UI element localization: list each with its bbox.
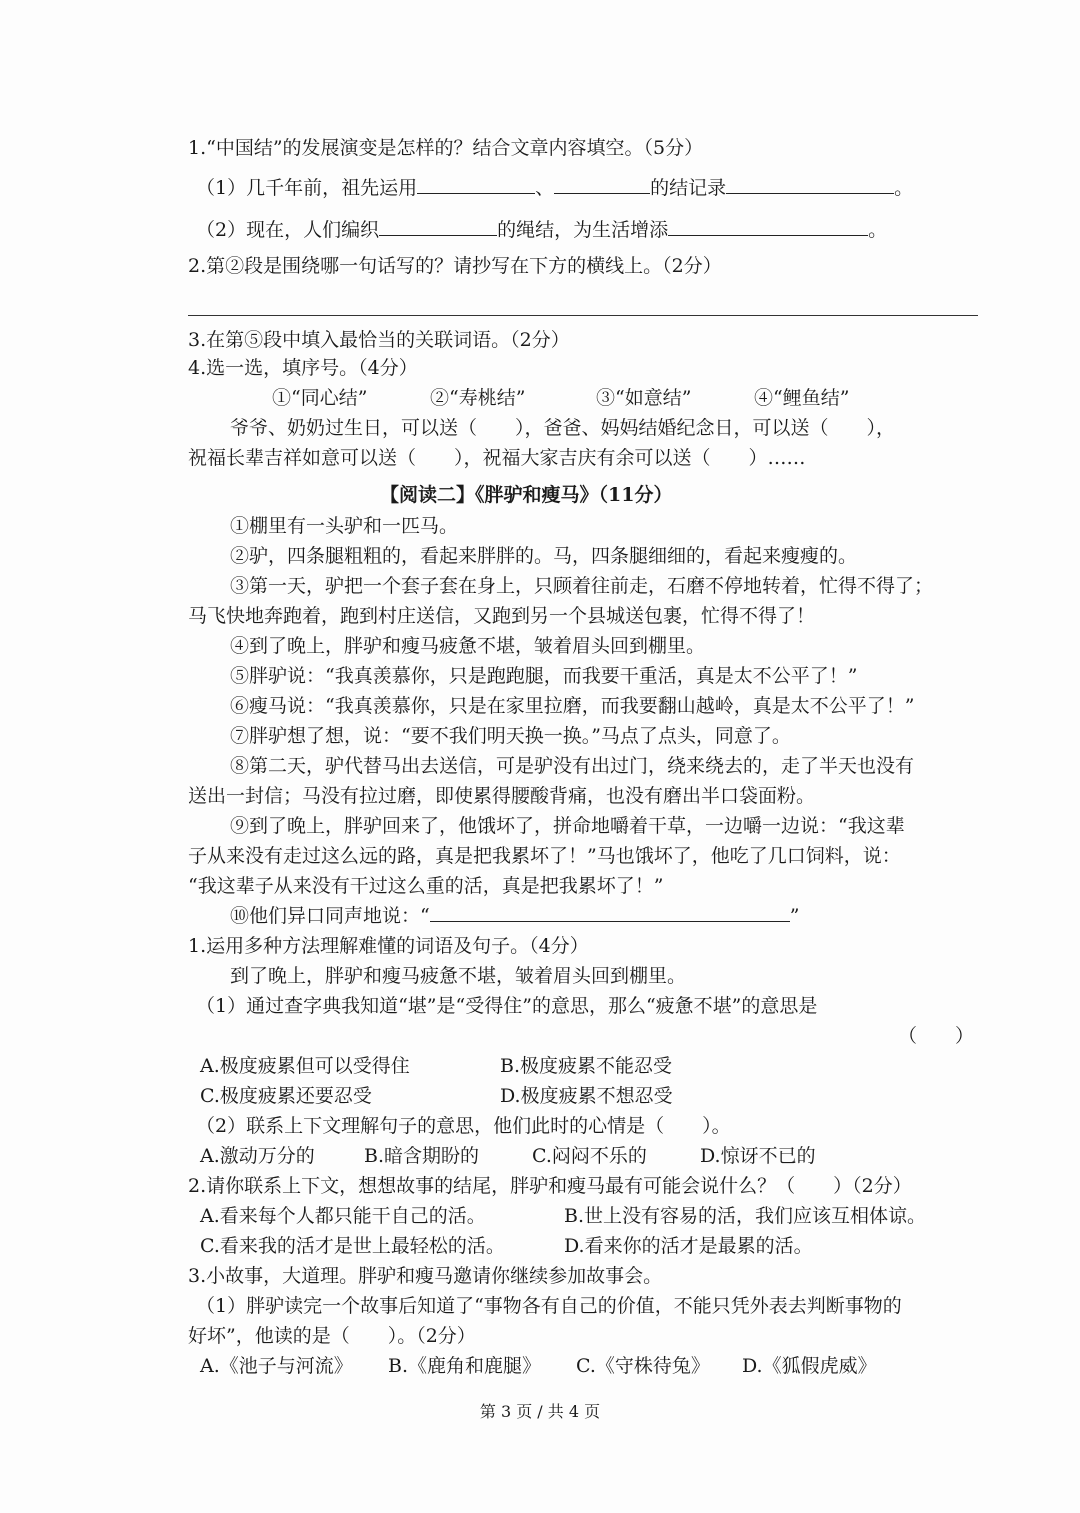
choice-a: A.极度疲累但可以受得住 (200, 1055, 410, 1077)
choice-b: B.《鹿角和鹿腿》 (388, 1355, 542, 1377)
choice-d: D.《狐假虎威》 (742, 1355, 877, 1377)
option-4: ④“鲤鱼结” (754, 387, 850, 409)
paragraph: ⑨到了晚上，胖驴回来了，他饿坏了，拼命地嚼着干草，一边嚼一边说：“我这辈 (230, 815, 905, 837)
text: 。 (868, 219, 888, 241)
option-1: ①“同心结” (272, 387, 368, 409)
answer-line[interactable] (188, 315, 978, 316)
paragraph: 送出一封信；马没有拉过磨，即使累得腰酸背痛，也没有磨出半口袋面粉。 (188, 785, 816, 807)
question-1-sub-2 (196, 216, 887, 244)
question-3-title: 3.在第⑤段中填入最恰当的关联词语。（2分） (188, 329, 570, 351)
answer-blank[interactable] (554, 175, 650, 194)
question-title: 2.请你联系上下文，想想故事的结尾，胖驴和瘦马最有可能会说什么？（ ）（2分） (188, 1175, 912, 1197)
question-title: 1.运用多种方法理解难懂的词语及句子。（4分） (188, 935, 589, 957)
choice-c: C.闷闷不乐的 (532, 1145, 647, 1167)
choice-b: B.暗含期盼的 (364, 1145, 480, 1167)
text: 的绳结，为生活增添 (497, 219, 669, 241)
choice-a: A.激动万分的 (200, 1145, 315, 1167)
choice-b: B.世上没有容易的活，我们应该互相体谅。 (564, 1205, 927, 1227)
text: ” (789, 905, 800, 927)
choice-d: D.极度疲累不想忍受 (500, 1085, 673, 1107)
text: 。 (894, 177, 914, 199)
question-4-line-1: 爷爷、奶奶过生日，可以送（ ），爸爸、妈妈结婚纪念日，可以送（ ）， (230, 417, 896, 439)
answer-blank[interactable] (726, 175, 894, 194)
choice-b: B.极度疲累不能忍受 (500, 1055, 673, 1077)
answer-blank[interactable] (417, 175, 535, 194)
paragraph: ⑦胖驴想了想，说：“要不我们明天换一换。”马点了点头，同意了。 (230, 725, 791, 747)
question-2-title: 2.第②段是围绕哪一句话写的？请抄写在下方的横线上。（2分） (188, 255, 722, 277)
quoted-sentence: 到了晚上，胖驴和瘦马疲惫不堪，皱着眉头回到棚里。 (230, 965, 687, 987)
text: 、 (535, 177, 555, 199)
option-3: ③“如意结” (596, 387, 692, 409)
sub-question-cont: 好坏”，他读的是（ ）。（2分） (188, 1325, 476, 1347)
question-4-line-2: 祝福长辈吉祥如意可以送（ ），祝福大家吉庆有余可以送（ ）…… (188, 447, 806, 469)
question-1-sub-1 (196, 174, 913, 202)
sub-question: （2）联系上下文理解句子的意思，他们此时的心情是（ ）。 (196, 1115, 731, 1137)
choice-d: D.看来你的活才是最累的活。 (564, 1235, 813, 1257)
paragraph: ③第一天，驴把一个套子套在身上，只顾着往前走，石磨不停地转着，忙得不得了； (230, 575, 934, 597)
paragraph: ⑥瘦马说：“我真羡慕你，只是在家里拉磨，而我要翻山越岭，真是太不公平了！” (230, 695, 915, 717)
sub-question: （1）胖驴读完一个故事后知道了“事物各有自己的价值，不能只凭外表去判断事物的 (196, 1295, 902, 1317)
text: （1）几千年前，祖先运用 (196, 177, 418, 199)
question-title: 3.小故事，大道理。胖驴和瘦马邀请你继续参加故事会。 (188, 1265, 663, 1287)
page-footer: 第 3 页 / 共 4 页 (479, 1402, 601, 1421)
choice-a: A.看来每个人都只能干自己的活。 (200, 1205, 486, 1227)
paragraph: ②驴，四条腿粗粗的，看起来胖胖的。马，四条腿细细的，看起来瘦瘦的。 (230, 545, 858, 567)
option-2: ②“寿桃结” (430, 387, 526, 409)
answer-blank[interactable] (668, 217, 868, 236)
choice-c: C.极度疲累还要忍受 (200, 1085, 372, 1107)
paragraph: ⑧第二天，驴代替马出去送信，可是驴没有出过门，绕来绕去的，走了半天也没有 (230, 755, 915, 777)
answer-paren[interactable]: （ ） (898, 1025, 975, 1047)
question-4-title: 4.选一选，填序号。（4分） (188, 357, 418, 379)
answer-blank[interactable] (430, 903, 790, 922)
paragraph: 子从来没有走过这么远的路，真是把我累坏了！”马也饿坏了，他吃了几口饲料，说： (188, 845, 901, 867)
section-header: 【阅读二】《胖驴和瘦马》（11分） (380, 484, 673, 506)
answer-blank[interactable] (379, 217, 497, 236)
choice-d: D.惊讶不已的 (700, 1145, 816, 1167)
choice-c: C.看来我的活才是世上最轻松的活。 (200, 1235, 505, 1257)
question-1-title: 1.“中国结”的发展演变是怎样的？结合文章内容填空。（5分） (188, 137, 704, 159)
text: ⑩他们异口同声地说：“ (230, 905, 430, 927)
text: 的结记录 (650, 177, 727, 199)
paragraph: ①棚里有一头驴和一匹马。 (230, 515, 459, 537)
text: （2）现在，人们编织 (196, 219, 380, 241)
paragraph: ⑤胖驴说：“我真羡慕你，只是跑跑腿，而我要干重活，真是太不公平了！” (230, 665, 858, 687)
paragraph: “我这辈子从来没有干过这么重的活，真是把我累坏了！” (188, 875, 664, 897)
sub-question: （1）通过查字典我知道“堪”是“受得住”的意思，那么“疲惫不堪”的意思是 (196, 995, 818, 1017)
paragraph-10 (230, 902, 799, 930)
choice-c: C.《守株待兔》 (576, 1355, 710, 1377)
paragraph: 马飞快地奔跑着，跑到村庄送信，又跑到另一个县城送包裹，忙得不得了！ (188, 605, 816, 627)
choice-a: A.《池子与河流》 (200, 1355, 353, 1377)
paragraph: ④到了晚上，胖驴和瘦马疲惫不堪，皱着眉头回到棚里。 (230, 635, 706, 657)
